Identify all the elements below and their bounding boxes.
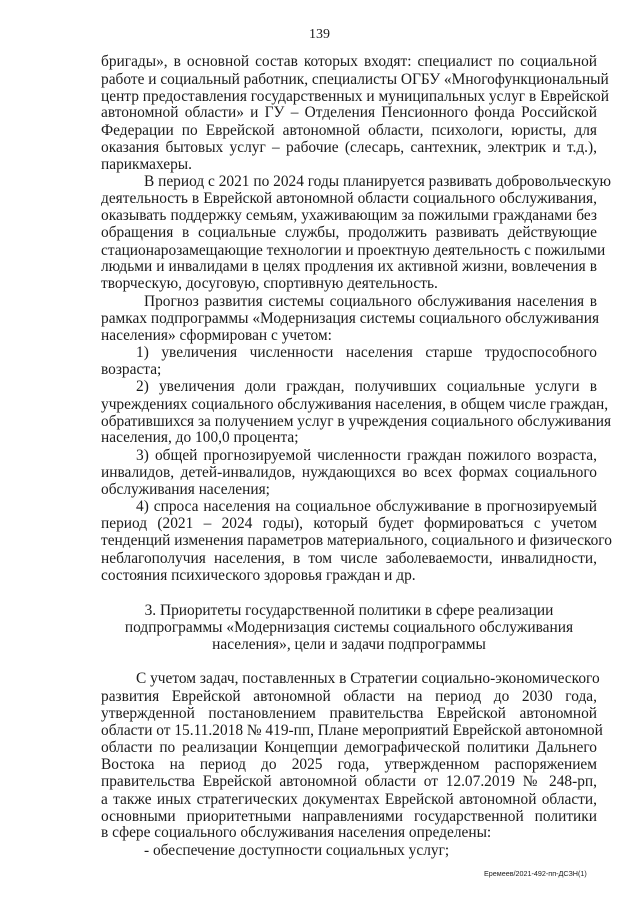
text-line: населения, до 100,0 процента; [101,429,299,447]
text-line: Востока на период до 2025 года, утвержденном распоряжением [101,756,597,774]
text-line: период (2021 – 2024 годы), который будет формироваться с учетом [101,515,597,533]
text-line: неблагополучия населения, в том числе заболеваемости, инвалидности, [101,549,597,567]
text-line: автономной области» и ГУ – Отделения Пенсионного фонда Российской [101,104,597,122]
heading-line: 3. Приоритеты государственной политики в сфере реализации [144,602,554,619]
heading-line: подпрограммы «Модернизация системы социального обслуживания [124,618,574,636]
text-line: развития Еврейской автономной области на период до 2030 года, [101,687,597,705]
text-line: парикмахеры. [101,155,192,173]
text-line: инвалидов, детей-инвалидов, нуждающихся во всех формах социального [101,463,597,481]
heading-line: населения», цели и задачи подпрограммы [212,635,486,653]
text-line: рамках подпрограммы «Модернизация системы социального обслуживания [101,309,600,327]
text-line: оказывать поддержку семьям, ухаживающим за пожилыми гражданами без [101,207,597,225]
text-line: людьми и инвалидами в целях продления их активной жизни, вовлечения в [101,258,597,276]
text-line: бригады», в основной состав которых входят: специалист по социальной [101,53,597,70]
text-line: 1) увеличения численности населения старше трудоспособного [136,344,597,362]
text-line: деятельность в Еврейской автономной области социального обслуживания, [101,190,597,208]
text-line: обратившихся за получением услуг в учреждения социального обслуживания [101,412,612,430]
text-line: области от 15.11.2018 № 419-пп, Плане мероприятий Еврейской автономной [101,721,603,739]
text-line: творческую, досуговую, спортивную деятельность. [101,275,438,293]
text-line: а также иных стратегических документах Еврейской автономной области, [101,790,597,808]
text-line: С учетом задач, поставленных в Стратегии социально-экономического [136,670,600,688]
text-line: области по реализации Концепции демографической политики Дальнего [101,739,597,757]
text-line: 2) увеличения доли граждан, получивших социальные услуги в [136,378,597,395]
text-line: населения» сформирован с учетом: [101,326,332,344]
text-line: Прогноз развития системы социального обслуживания населения в [144,293,597,310]
text-line: основными приоритетными направлениями государственной политики [101,807,597,825]
text-line: Федерации по Еврейской автономной области, психологи, юристы, для [101,122,597,140]
text-line: обращения в социальные службы, продолжить развивать действующие [101,223,597,241]
bullet-item: - обеспечение доступности социальных услуг; [144,842,450,859]
text-line: центр предоставления государственных и муниципальных услуг в Еврейской [101,87,609,105]
footer-document-code: Еремеев/2021-492-пп-ДСЗН(1) [484,869,587,878]
text-line: стационарозамещающие технологии и проектную деятельность с пожилыми [101,241,606,259]
text-line: состояния психического здоровья граждан и др. [101,566,416,584]
text-line: тенденций изменения параметров материального, социального и физического [101,532,612,550]
text-line: работе и социальный работник, специалисты ОГБУ «Многофункциональный [101,70,609,88]
text-line: правительства Еврейской автономной области от 12.07.2019 № 248-рп, [101,772,597,790]
text-line: в сфере социального обслуживания населения определены: [101,824,492,842]
page-number: 139 [309,27,330,42]
text-line: возраста; [101,361,162,379]
text-line: В период с 2021 по 2024 годы планируется развивать добровольческую [144,172,612,190]
text-line: 3) общей прогнозируемой численности граждан пожилого возраста, [136,447,597,465]
text-line: учреждениях социального обслуживания населения, в общем числе граждан, [101,395,609,413]
text-line: оказания бытовых услуг – рабочие (слесарь, сантехник, электрик и т.д.), [101,138,597,156]
text-line: утвержденной постановлением правительства Еврейской автономной [101,704,597,722]
text-line: 4) спроса населения на социальное обслуживание в прогнозируемый [136,498,597,516]
text-line: обслуживания населения; [101,480,270,498]
